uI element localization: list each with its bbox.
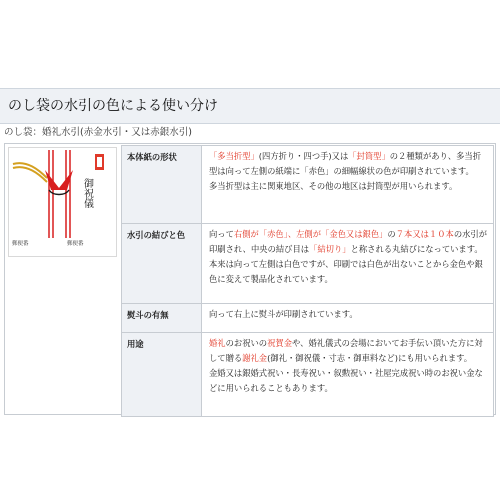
body-text: (御礼・御祝儀・寸志・御車料など)にも用いられます。 bbox=[267, 353, 473, 363]
body-text: のお祝いの bbox=[225, 338, 268, 348]
highlight-text: 祝賀金 bbox=[267, 338, 293, 348]
envelope-title-text: 御祝儀 bbox=[81, 178, 93, 208]
highlight-text: 「封筒型」 bbox=[348, 151, 390, 161]
description-paragraph bbox=[209, 307, 489, 322]
highlight-text: 右側が「赤色」、左側が「金色又は銀色」 bbox=[233, 229, 388, 239]
section-title: のし袋の水引の色による使い分け bbox=[0, 88, 500, 124]
noshi-envelope-image bbox=[8, 147, 117, 257]
description-paragraph bbox=[209, 366, 489, 396]
body-text: 向って右上に熨斗が印刷されています。 bbox=[209, 309, 358, 319]
info-row-noshi bbox=[122, 304, 494, 333]
row-label: 本体紙の形状 bbox=[122, 146, 202, 224]
postal-tag-left: 郵便番 bbox=[12, 241, 29, 247]
body-text: や、婚礼儀式の会場においてお手伝い頂いた方に対して贈る bbox=[209, 338, 483, 363]
highlight-text: ７本又は１０本 bbox=[395, 229, 454, 239]
noshi-subtitle: のし袋：婚礼水引(赤金水引・又は赤銀水引) bbox=[4, 127, 192, 138]
highlight-text: 謝礼金 bbox=[242, 353, 268, 363]
description-paragraph bbox=[209, 227, 489, 257]
body-text: の２種類があり、多当折型は向って左側の紙端に「赤色」の細幅線状の色が印刷されています。 bbox=[209, 151, 482, 176]
noshi-envelope-illustration bbox=[9, 148, 116, 256]
highlight-text: 「結切り」 bbox=[309, 244, 351, 254]
description-paragraph bbox=[209, 257, 489, 287]
info-row-knot-color bbox=[122, 224, 494, 304]
body-text: 本来は向って左側は白色ですが、印刷では白色が出ないことから金色や銀色に変えて製品化されています。 bbox=[209, 259, 483, 284]
body-text: と称される丸結びになっています。 bbox=[350, 244, 483, 254]
description-paragraph bbox=[209, 149, 489, 179]
postal-tag-right: 郵便番 bbox=[67, 241, 84, 247]
body-text: の水引が印刷され、中央の結び目は bbox=[209, 229, 488, 254]
row-label: 水引の結びと色 bbox=[122, 224, 202, 304]
body-text: 多当折型は主に関東地区、その他の地区は封筒型が用いられます。 bbox=[209, 181, 458, 191]
body-text: の bbox=[387, 229, 396, 239]
highlight-text: 婚礼 bbox=[209, 338, 226, 348]
highlight-text: 「多当折型」 bbox=[209, 151, 259, 161]
info-row-usage bbox=[122, 333, 494, 417]
info-table bbox=[121, 145, 494, 417]
row-description bbox=[202, 333, 494, 417]
body-text: (四方折り・四つ手)又は bbox=[258, 151, 349, 161]
row-label: 用途 bbox=[122, 333, 202, 417]
noshi-mark-inner bbox=[97, 157, 102, 167]
body-text: 向って bbox=[209, 229, 234, 239]
description-paragraph bbox=[209, 179, 489, 194]
body-text: 金婚又は銀婚式祝い・長寿祝い・叙勲祝い・社屋完成祝い時のお祝い金などに用いられることもあります。 bbox=[209, 368, 483, 393]
row-description bbox=[202, 146, 494, 224]
row-description bbox=[202, 224, 494, 304]
row-label: 熨斗の有無 bbox=[122, 304, 202, 333]
info-row-shape bbox=[122, 146, 494, 224]
row-description bbox=[202, 304, 494, 333]
description-paragraph bbox=[209, 336, 489, 366]
